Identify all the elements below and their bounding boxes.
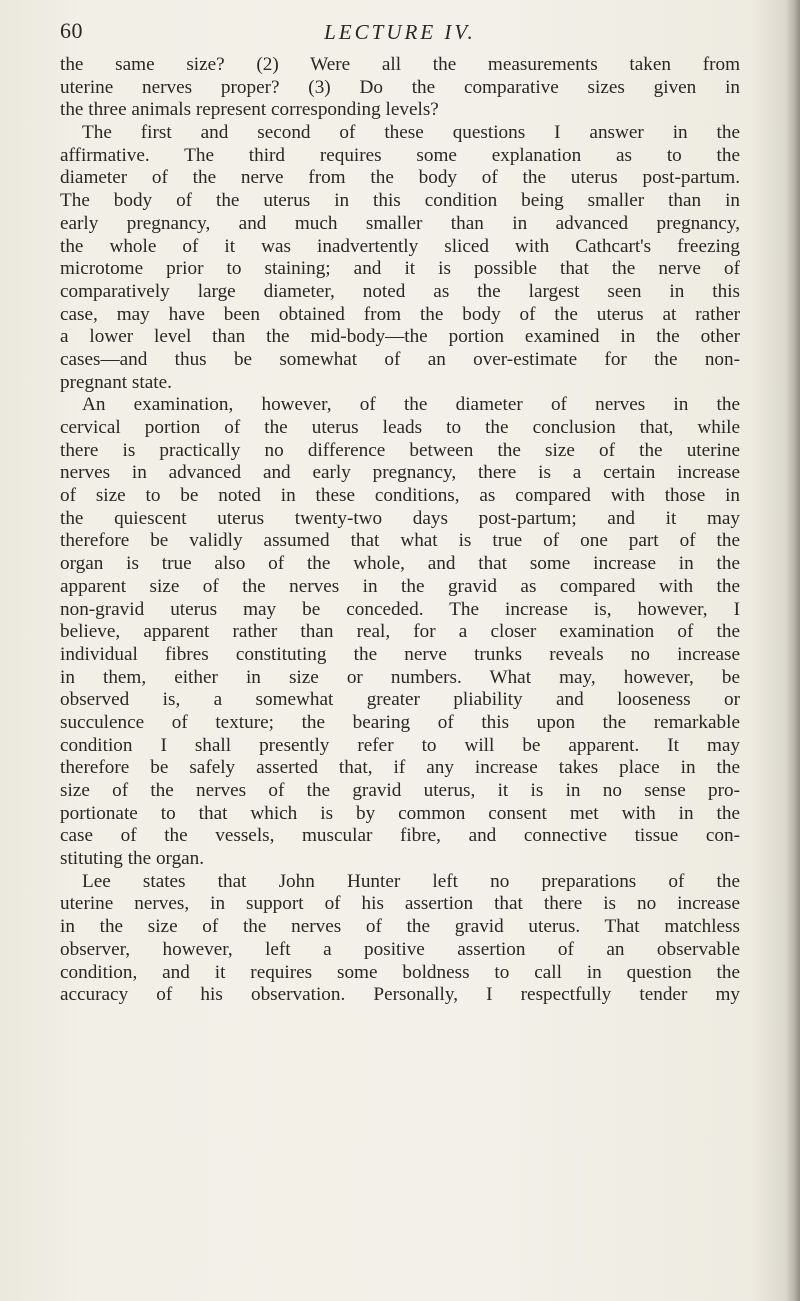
text-line: the same size? (2) Were all the measurements taken from bbox=[60, 54, 740, 75]
running-title: LECTURE IV. bbox=[324, 20, 476, 44]
text-line: case of the vessels, muscular fibre, and connective tissue con- bbox=[60, 825, 740, 847]
text-line: The first and second of these questions I answer in the bbox=[82, 122, 740, 144]
text-line: condition I shall presently refer to will be apparent. It may bbox=[60, 734, 740, 756]
text-line: Lee states that John Hunter left no preparations of the bbox=[82, 870, 740, 892]
text-line: comparatively large diameter, noted as the largest seen in this bbox=[60, 280, 740, 302]
text-line: observed is, a somewhat greater pliability and looseness or bbox=[60, 689, 740, 711]
text-line: uterine nerves proper? (3) Do the comparative sizes given in bbox=[60, 76, 740, 98]
text-line: size of the nerves of the gravid uterus, it is in no sense pro- bbox=[60, 780, 740, 801]
text-line: of size to be noted in these conditions, as compared with those in bbox=[60, 485, 740, 507]
text-line: stituting the organ. bbox=[60, 848, 205, 870]
text-line: believe, apparent rather than real, for a closer examination of the bbox=[60, 621, 740, 643]
text-line: case, may have been obtained from the body of the uterus at rather bbox=[60, 303, 740, 325]
text-line: An examination, however, of the diameter of nerves in the bbox=[82, 394, 740, 416]
text-line: pregnant state. bbox=[60, 371, 172, 393]
text-line: diameter of the nerve from the body of the uterus post-partum. bbox=[60, 167, 740, 189]
text-line: portionate to that which is by common consent met with in the bbox=[60, 802, 740, 824]
text-line: succulence of texture; the bearing of this upon the remarkable bbox=[60, 711, 740, 733]
text-line: non-gravid uterus may be conceded. The increase is, however, I bbox=[60, 598, 740, 620]
text-line: observer, however, left a positive assertion of an observable bbox=[60, 938, 740, 960]
text-line: apparent size of the nerves in the gravid as compared with the bbox=[60, 575, 740, 597]
body-text bbox=[60, 54, 740, 1007]
page-header bbox=[60, 14, 740, 54]
text-line: accuracy of his observation. Personally, I respectfully tender my bbox=[60, 984, 740, 1006]
text-line: The body of the uterus in this condition being smaller than in bbox=[60, 190, 740, 212]
text-line: uterine nerves, in support of his assertion that there is no increase bbox=[60, 893, 740, 915]
text-line: early pregnancy, and much smaller than in advanced pregnancy, bbox=[60, 212, 740, 234]
text-line: cervical portion of the uterus leads to the conclusion that, while bbox=[60, 417, 740, 438]
page-edge-shadow bbox=[786, 0, 800, 1301]
text-line: the three animals represent corresponding levels? bbox=[60, 99, 439, 121]
text-line: nerves in advanced and early pregnancy, there is a certain increase bbox=[60, 462, 740, 484]
text-line: therefore be validly assumed that what is true of one part of the bbox=[60, 530, 740, 552]
text-line: organ is true also of the whole, and that some increase in the bbox=[60, 553, 740, 575]
text-line: a lower level than the mid-body—the portion examined in the other bbox=[60, 326, 740, 348]
text-line: condition, and it requires some boldness to call in question the bbox=[60, 961, 740, 983]
text-line: cases—and thus be somewhat of an over-estimate for the non- bbox=[60, 348, 740, 370]
text-line: individual fibres constituting the nerve trunks reveals no increase bbox=[60, 643, 740, 665]
text-line: the quiescent uterus twenty-two days post-partum; and it may bbox=[60, 507, 740, 529]
text-line: there is practically no difference between the size of the uterine bbox=[60, 439, 740, 461]
text-line: in them, either in size or numbers. What may, however, be bbox=[60, 666, 740, 688]
page-number: 60 bbox=[60, 18, 83, 43]
text-line: affirmative. The third requires some explanation as to the bbox=[60, 144, 740, 166]
text-line: microtome prior to staining; and it is possible that the nerve of bbox=[60, 258, 740, 280]
text-line: the whole of it was inadvertently sliced with Cathcart's freezing bbox=[60, 235, 740, 257]
text-line: therefore be safely asserted that, if any increase takes place in the bbox=[60, 757, 740, 779]
text-line: in the size of the nerves of the gravid uterus. That matchless bbox=[60, 916, 740, 938]
